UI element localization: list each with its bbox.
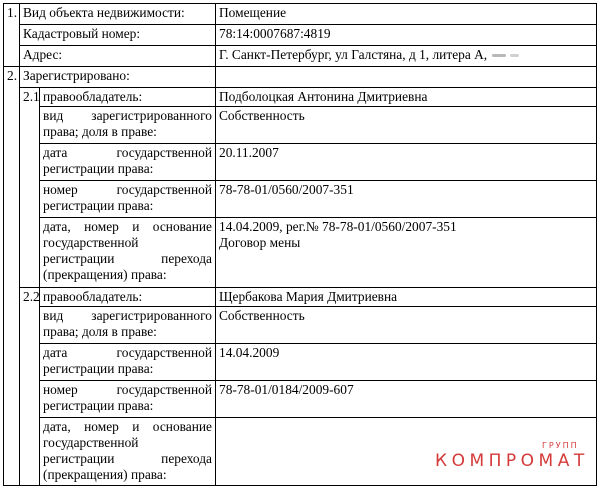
right-type-label: вид зарегистрированного права; доля в праве:: [40, 107, 216, 144]
holder-label: правообладатель:: [40, 88, 216, 107]
reg-date-row: [4, 344, 597, 381]
reg-date-value: 14.04.2009: [216, 344, 597, 381]
address-row: [4, 46, 597, 67]
redaction-mark: [510, 54, 519, 57]
cadastral-value: 78:14:0007687:4819: [216, 25, 597, 46]
watermark-main-text: КОМПРОМАТ: [435, 451, 589, 471]
termination-date-number: 14.04.2009, рег.№ 78-78-01/0560/2007-351: [219, 219, 457, 234]
reg-number-value: 78-78-01/0184/2009-607: [216, 381, 597, 418]
property-registry-table: [3, 3, 597, 486]
termination-label: дата, номер и основание государственной регистрации перехода (прекращения) права:: [40, 418, 216, 486]
right-type-label: вид зарегистрированного права; доля в праве:: [40, 307, 216, 344]
holder-2-2-row: [4, 288, 597, 307]
holder-2-2-number: 2.2: [20, 288, 40, 486]
right-type-row: [4, 307, 597, 344]
reg-date-value: 20.11.2007: [216, 144, 597, 181]
address-cell: [216, 46, 597, 67]
termination-row: [4, 218, 597, 288]
holder-label: правообладатель:: [40, 288, 216, 307]
reg-number-label: номер государственной регистрации права:: [40, 181, 216, 218]
right-type-row: [4, 107, 597, 144]
section-1-number: 1.: [4, 4, 20, 67]
termination-label: дата, номер и основание государственной регистрации перехода (прекращения) права:: [40, 218, 216, 288]
redaction-mark: [492, 54, 506, 57]
right-type-value: Собственность: [216, 107, 597, 144]
right-type-value: Собственность: [216, 307, 597, 344]
reg-number-label: номер государственной регистрации права:: [40, 381, 216, 418]
reg-date-label: дата государственной регистрации права:: [40, 144, 216, 181]
property-type-row: [4, 4, 597, 25]
holder-name: Подболоцкая Антонина Дмитриевна: [216, 88, 597, 107]
watermark-small-text: ГРУПП: [542, 441, 579, 450]
property-type-value: Помещение: [216, 4, 597, 25]
holder-name: Щербакова Мария Дмитриевна: [216, 288, 597, 307]
registered-header-row: [4, 67, 597, 88]
cadastral-label: Кадастровый номер:: [20, 25, 216, 46]
section-2-number: 2.: [4, 67, 20, 486]
address-value: Г. Санкт-Петербург, ул Галстяна, д 1, литера А,: [219, 47, 488, 62]
reg-date-row: [4, 144, 597, 181]
reg-date-label: дата государственной регистрации права:: [40, 344, 216, 381]
termination-value: [216, 218, 597, 288]
address-label: Адрес:: [20, 46, 216, 67]
registered-title: Зарегистрировано:: [20, 67, 216, 88]
reg-number-value: 78-78-01/0560/2007-351: [216, 181, 597, 218]
holder-2-1-row: [4, 88, 597, 107]
cadastral-row: [4, 25, 597, 46]
holder-2-1-number: 2.1: [20, 88, 40, 288]
registered-empty-cell: [216, 67, 597, 88]
kompromat-watermark: [435, 441, 595, 481]
property-type-label: Вид объекта недвижимости:: [20, 4, 216, 25]
reg-number-row: [4, 381, 597, 418]
termination-basis: Договор мены: [219, 235, 301, 250]
reg-number-row: [4, 181, 597, 218]
